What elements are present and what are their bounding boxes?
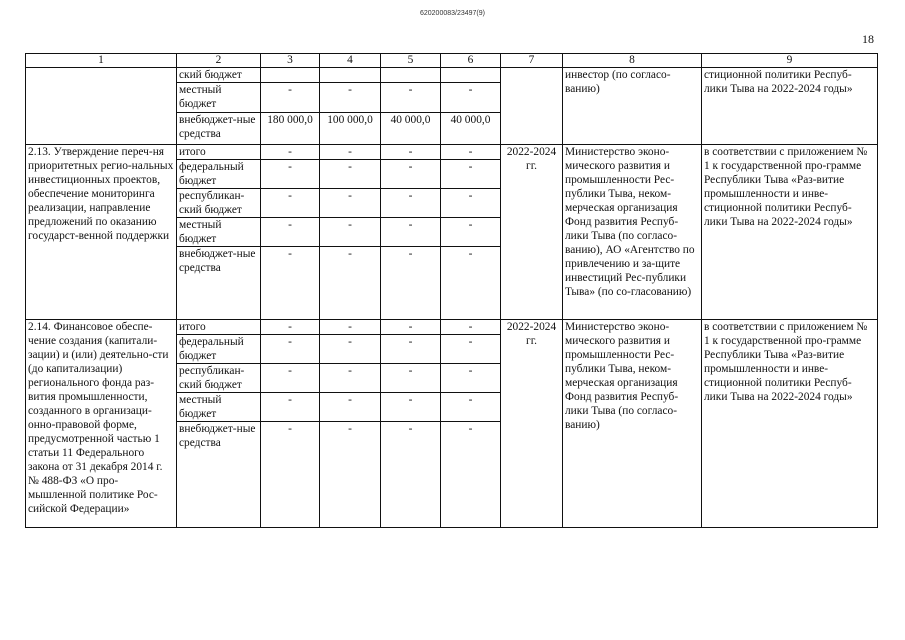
column-number: 3 (261, 54, 320, 68)
funding-source: внебюджет-ные средства (177, 113, 261, 145)
column-number: 4 (320, 54, 381, 68)
funding-source: внебюджет-ные средства (177, 422, 261, 528)
amount-cell: - (381, 160, 441, 189)
amount-cell: - (381, 393, 441, 422)
amount-cell: 40 000,0 (441, 113, 501, 145)
amount-cell: - (381, 83, 441, 113)
amount-cell (441, 68, 501, 83)
amount-cell: - (441, 393, 501, 422)
funding-source: местный бюджет (177, 83, 261, 113)
executor-cell: Министерство эконо-мического развития и промышленности Рес-публики Тыва, неком-мерческая организация Фонд развития Респуб-лики Тыва (по согласо-ванию) (563, 320, 702, 528)
amount-cell: - (261, 393, 320, 422)
amount-cell: - (381, 364, 441, 393)
column-number: 9 (702, 54, 878, 68)
funding-source: местный бюджет (177, 218, 261, 247)
amount-cell: - (441, 218, 501, 247)
amount-cell: - (320, 422, 381, 528)
amount-cell (320, 68, 381, 83)
page-number: 18 (862, 32, 874, 46)
amount-cell: 180 000,0 (261, 113, 320, 145)
column-number: 1 (26, 54, 177, 68)
basis-cell: в соответствии с приложением № 1 к государственной про-грамме Республики Тыва «Раз-витие промышленности и инве-стиционной политики Респуб-лики Тыва на 2022-2024 годы» (702, 145, 878, 320)
amount-cell: - (381, 247, 441, 320)
amount-cell: - (261, 364, 320, 393)
amount-cell: - (381, 145, 441, 160)
period-cell: 2022-2024 гг. (501, 320, 563, 528)
funding-source: внебюджет-ные средства (177, 247, 261, 320)
amount-cell: - (320, 364, 381, 393)
funding-source: итого (177, 320, 261, 335)
amount-cell: - (381, 218, 441, 247)
funding-source: федеральный бюджет (177, 335, 261, 364)
amount-cell: - (381, 335, 441, 364)
funding-source: республикан-ский бюджет (177, 364, 261, 393)
amount-cell: - (320, 218, 381, 247)
amount-cell: - (261, 218, 320, 247)
amount-cell: - (320, 335, 381, 364)
amount-cell: - (381, 422, 441, 528)
funding-source: местный бюджет (177, 393, 261, 422)
measure-name-cell: 2.14. Финансовое обеспе-чение создания (капитали-зации) и (или) деятельно-сти (до капитализации) регионального фонда раз-вития промышленности, созданного в организаци-онно-правовой форме, предусмотренной частью 1 статьи 11 Федерального закона от 31 декабря 2014 г. № 488-ФЗ «О про-мышленной политике Рос-сийской Федерации» (26, 320, 177, 528)
measure-name-cell: 2.13. Утверждение переч-ня приоритетных регио-нальных инвестиционных проектов, обеспечение мониторинга реализации, направление предложений по оказанию государст-венной поддержки (26, 145, 177, 320)
basis-cell: стиционной политики Респуб-лики Тыва на 2022-2024 годы» (702, 68, 878, 145)
measure-name-cell (26, 68, 177, 145)
column-number: 5 (381, 54, 441, 68)
column-number: 6 (441, 54, 501, 68)
funding-source: ский бюджет (177, 68, 261, 83)
amount-cell: - (441, 335, 501, 364)
amount-cell: - (261, 189, 320, 218)
amount-cell: - (320, 320, 381, 335)
amount-cell (261, 68, 320, 83)
amount-cell: - (261, 422, 320, 528)
table-row (26, 145, 878, 160)
column-number: 8 (563, 54, 702, 68)
amount-cell: - (441, 145, 501, 160)
basis-cell: в соответствии с приложением № 1 к государственной про-грамме Республики Тыва «Раз-витие промышленности и инве-стиционной политики Респуб-лики Тыва на 2022-2024 годы» (702, 320, 878, 528)
amount-cell: - (261, 145, 320, 160)
amount-cell: - (381, 189, 441, 218)
amount-cell: - (320, 189, 381, 218)
table-row (26, 68, 878, 83)
amount-cell: - (441, 247, 501, 320)
amount-cell: - (261, 160, 320, 189)
program-measures-table (25, 53, 878, 528)
funding-source: республикан-ский бюджет (177, 189, 261, 218)
amount-cell: - (320, 393, 381, 422)
amount-cell: - (441, 189, 501, 218)
funding-source: итого (177, 145, 261, 160)
executor-cell: инвестор (по согласо-ванию) (563, 68, 702, 145)
amount-cell (381, 68, 441, 83)
amount-cell: - (441, 83, 501, 113)
amount-cell: - (320, 247, 381, 320)
amount-cell: - (261, 247, 320, 320)
amount-cell: - (320, 145, 381, 160)
amount-cell: - (320, 83, 381, 113)
column-number: 2 (177, 54, 261, 68)
amount-cell: - (261, 335, 320, 364)
amount-cell: - (441, 364, 501, 393)
amount-cell: - (441, 320, 501, 335)
amount-cell: - (320, 160, 381, 189)
amount-cell: 40 000,0 (381, 113, 441, 145)
amount-cell: - (261, 83, 320, 113)
table-row (26, 320, 878, 335)
column-number-row (26, 54, 878, 68)
executor-cell: Министерство эконо-мического развития и промышленности Рес-публики Тыва, неком-мерческая организация Фонд развития Респуб-лики Тыва (по согласо-ванию), АО «Агентство по привлечению и за-щите инвестиций Рес-публики Тыва» (по со-гласованию) (563, 145, 702, 320)
funding-source: федеральный бюджет (177, 160, 261, 189)
amount-cell: - (441, 422, 501, 528)
period-cell (501, 68, 563, 145)
document-id: 620200083/23497(9) (419, 10, 485, 17)
amount-cell: - (441, 160, 501, 189)
column-number: 7 (501, 54, 563, 68)
period-cell: 2022-2024 гг. (501, 145, 563, 320)
amount-cell: 100 000,0 (320, 113, 381, 145)
amount-cell: - (381, 320, 441, 335)
amount-cell: - (261, 320, 320, 335)
